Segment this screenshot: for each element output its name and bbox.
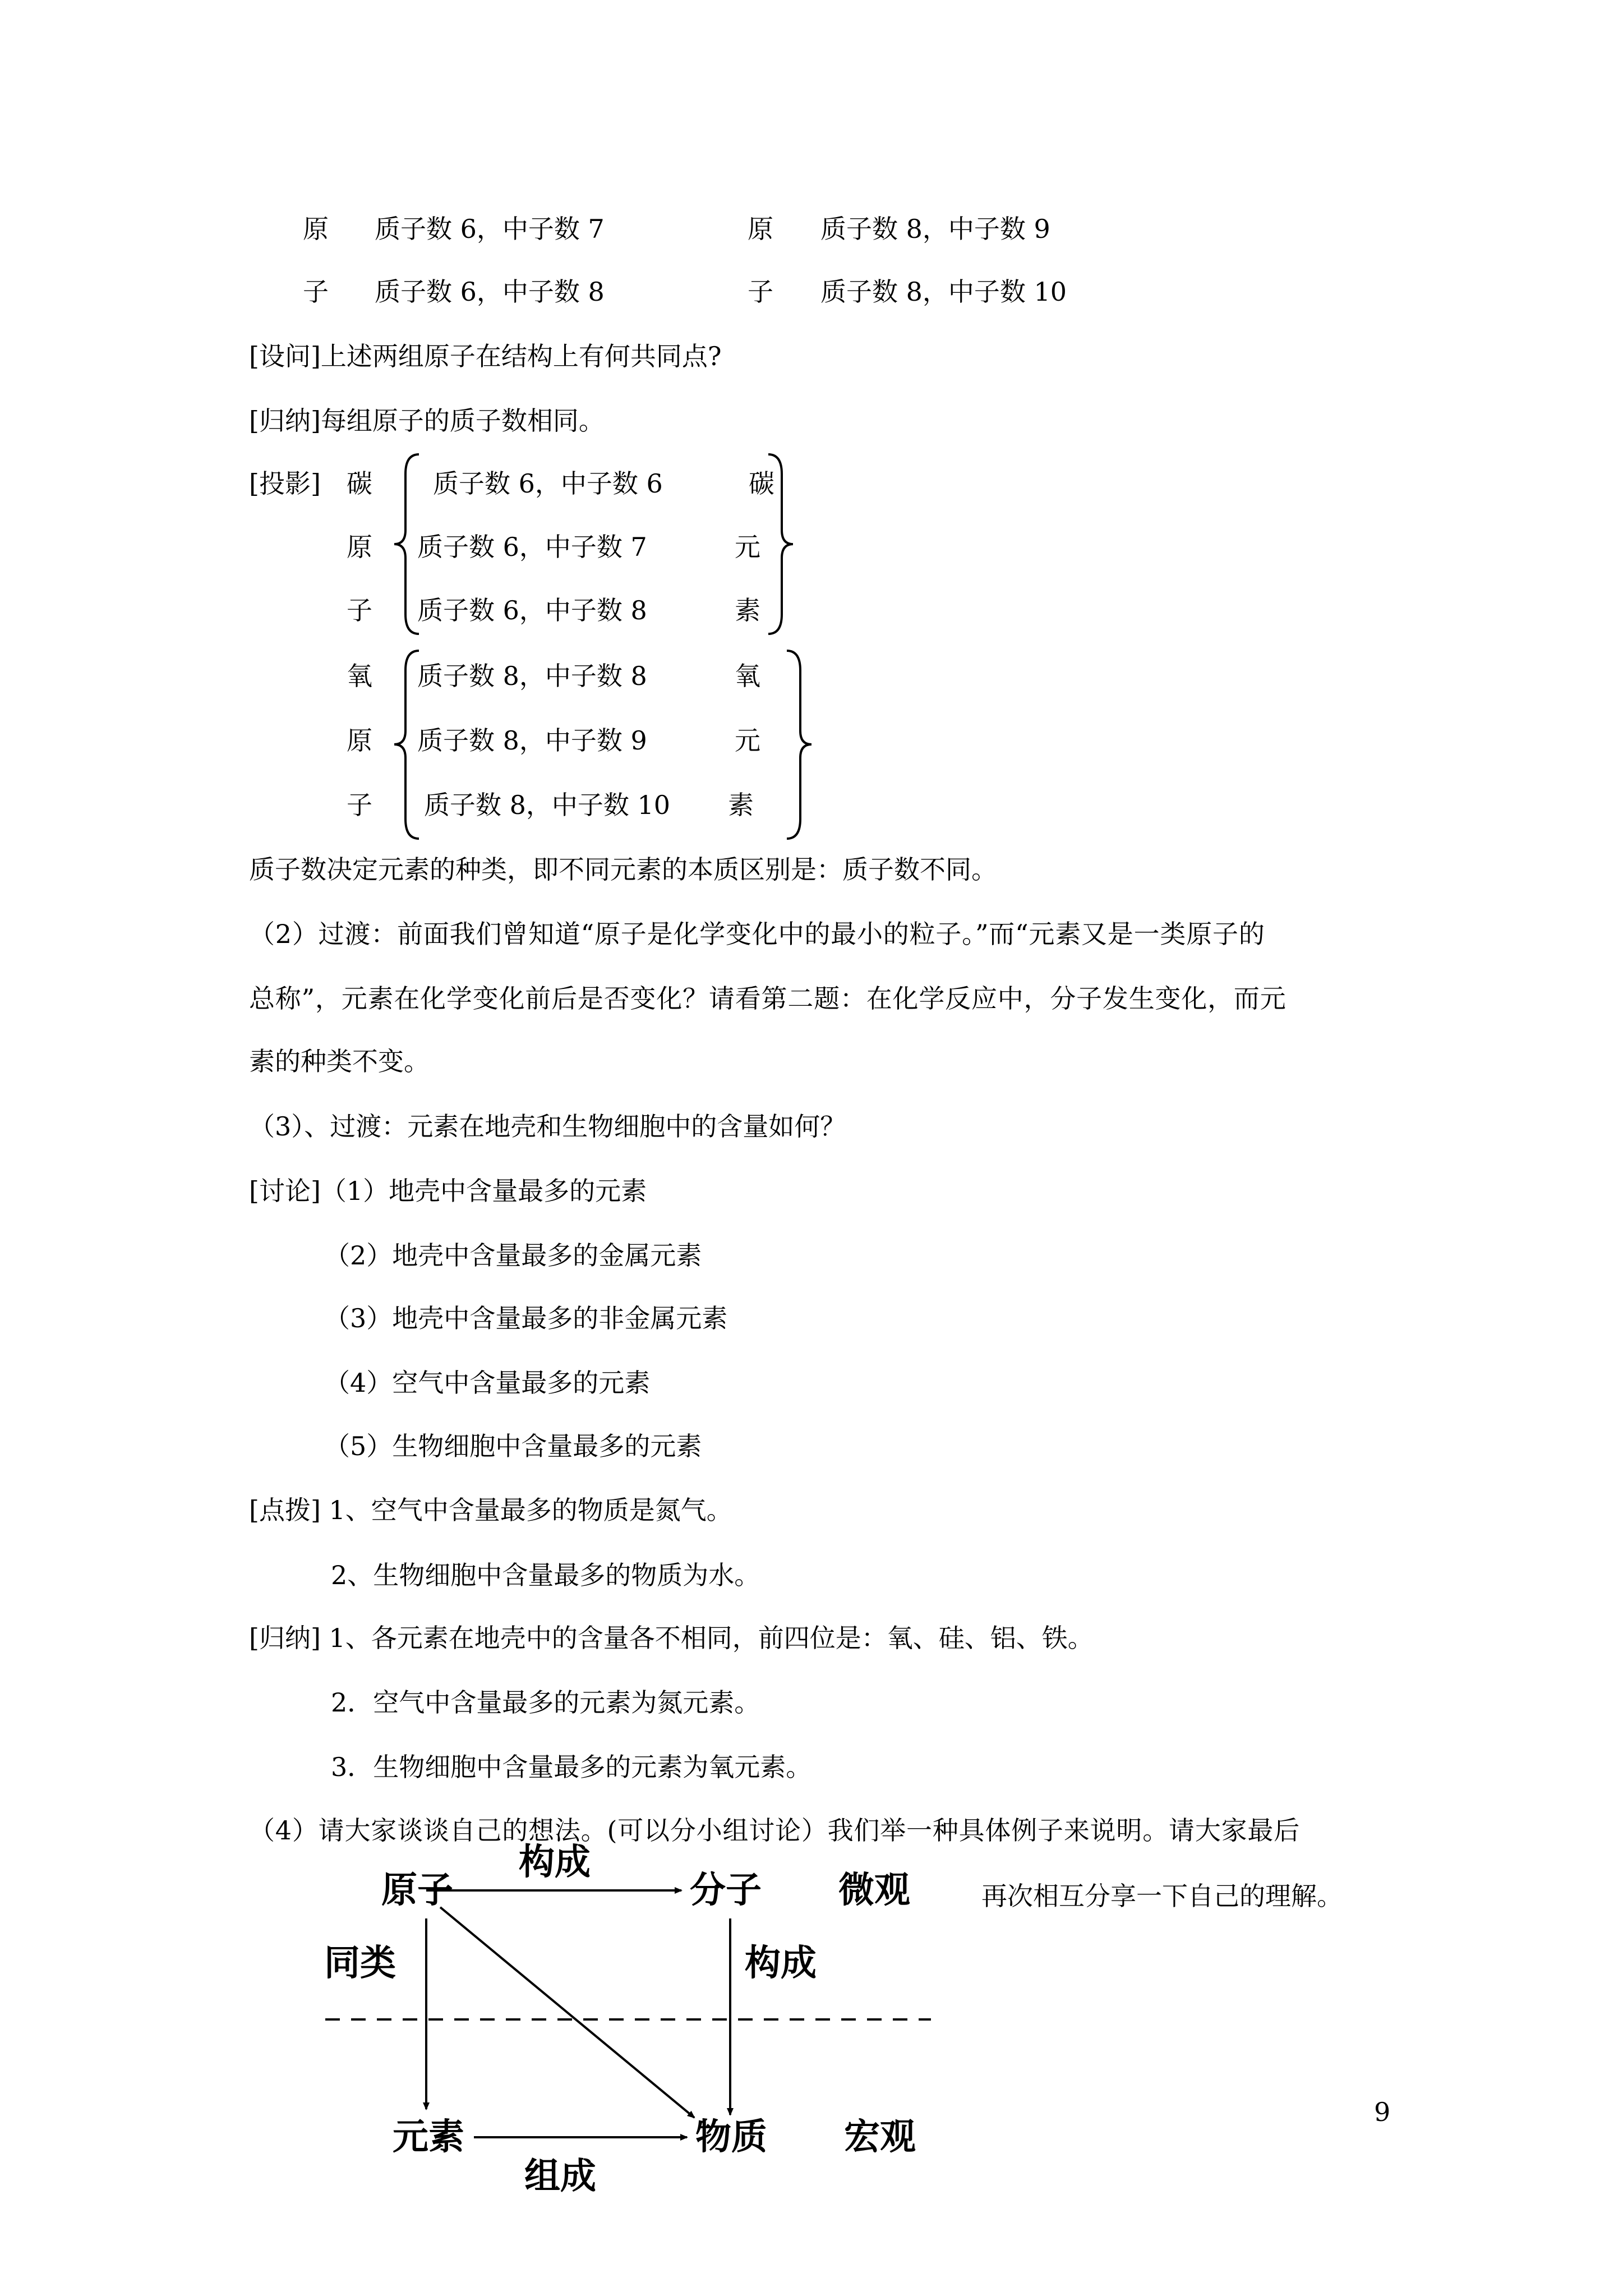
concept-diagram <box>314 1842 965 2210</box>
row2-right-char: 子 <box>748 277 773 307</box>
carbon-right-1: 碳 <box>749 468 774 499</box>
diagram-label-micro: 微观 <box>838 1870 910 1911</box>
question-paragraph: [设问]上述两组原子在结构上有何共同点? <box>249 341 722 371</box>
oxygen-row-1: 质子数 8，中子数 8 <box>417 661 647 691</box>
oxygen-right-2: 元 <box>735 725 760 756</box>
diagram-label-same-kind: 同类 <box>324 1943 396 1984</box>
diagram-label-constitute-top: 构成 <box>519 1842 591 1883</box>
summary2-line-2: 2．空气中含量最多的元素为氮元素。 <box>331 1687 760 1718</box>
carbon-row-2: 质子数 6，中子数 7 <box>417 532 647 562</box>
diagram-node-molecule: 分子 <box>690 1870 762 1911</box>
discuss-item-1: [讨论]（1）地壳中含量最多的元素 <box>249 1176 647 1206</box>
oxygen-right-3: 素 <box>728 790 754 820</box>
row1-right-char: 原 <box>748 214 773 244</box>
carbon-right-2: 元 <box>735 532 760 562</box>
transition2-line1: （2）过渡：前面我们曾知道“原子是化学变化中的最小的粒子。”而“元素又是一类原子的 <box>249 919 1265 949</box>
oxygen-right-1: 氧 <box>735 661 760 691</box>
row1-right-text: 质子数 8，中子数 9 <box>820 214 1050 244</box>
transition2-line3: 素的种类不变。 <box>249 1046 430 1076</box>
diagram-node-substance: 物质 <box>695 2116 767 2158</box>
oxygen-right-brace <box>782 648 816 841</box>
transition3-paragraph: （3）、过渡：元素在地壳和生物细胞中的含量如何？ <box>249 1111 846 1142</box>
row1-left-char: 原 <box>303 214 329 244</box>
carbon-left-1: 碳 <box>347 468 372 499</box>
discuss-item-4: （4）空气中含量最多的元素 <box>324 1368 651 1398</box>
oxygen-row-2: 质子数 8，中子数 9 <box>417 725 647 756</box>
page-number: 9 <box>1374 2097 1391 2127</box>
item4-line-1: （4）请大家谈谈自己的想法。(可以分小组讨论）我们举一种具体例子来说明。请大家最后 <box>249 1815 1301 1846</box>
carbon-row-3: 质子数 6，中子数 8 <box>417 595 647 625</box>
row2-left-char: 子 <box>303 277 329 307</box>
hint-line-2: 2、生物细胞中含量最多的物质为水。 <box>331 1560 760 1590</box>
discuss-item-3: （3）地壳中含量最多的非金属元素 <box>324 1303 728 1333</box>
discuss-item-2: （2）地壳中含量最多的金属元素 <box>324 1240 702 1271</box>
diagram-label-macro: 宏观 <box>844 2116 916 2158</box>
carbon-left-3: 子 <box>347 595 372 625</box>
summary-paragraph: [归纳]每组原子的质子数相同。 <box>249 406 605 436</box>
carbon-row-1: 质子数 6，中子数 6 <box>433 468 663 499</box>
hint-line-1: [点拨] 1、空气中含量最多的物质是氮气。 <box>249 1495 732 1525</box>
oxygen-left-2: 原 <box>347 725 372 756</box>
row2-right-text: 质子数 8，中子数 10 <box>820 277 1067 307</box>
transition2-line2: 总称”，元素在化学变化前后是否变化？请看第二题：在化学反应中，分子发生变化，而元 <box>249 983 1287 1014</box>
diagram-node-element: 元素 <box>393 2116 464 2158</box>
carbon-right-brace <box>764 452 797 637</box>
summary2-line-3: 3．生物细胞中含量最多的元素为氧元素。 <box>331 1752 812 1782</box>
carbon-left-2: 原 <box>347 532 372 562</box>
item4-line-2: 再次相互分享一下自己的理解。 <box>981 1881 1343 1911</box>
row2-left-text: 质子数 6，中子数 8 <box>375 277 605 307</box>
oxygen-row-3: 质子数 8，中子数 10 <box>424 790 671 820</box>
projection-label: [投影] <box>249 468 321 499</box>
row1-left-text: 质子数 6，中子数 7 <box>375 214 605 244</box>
discuss-item-5: （5）生物细胞中含量最多的元素 <box>324 1431 702 1461</box>
diagram-label-compose: 组成 <box>524 2156 596 2197</box>
conclusion-paragraph: 质子数决定元素的种类，即不同元素的本质区别是：质子数不同。 <box>249 854 997 885</box>
diagram-label-constitute-right: 构成 <box>745 1943 817 1984</box>
oxygen-left-1: 氧 <box>347 661 372 691</box>
carbon-right-3: 素 <box>735 595 760 625</box>
oxygen-left-3: 子 <box>347 790 372 820</box>
diagram-node-atom: 原子 <box>381 1870 453 1911</box>
summary2-line-1: [归纳] 1、各元素在地壳中的含量各不相同，前四位是：氧、硅、铝、铁。 <box>249 1623 1094 1653</box>
